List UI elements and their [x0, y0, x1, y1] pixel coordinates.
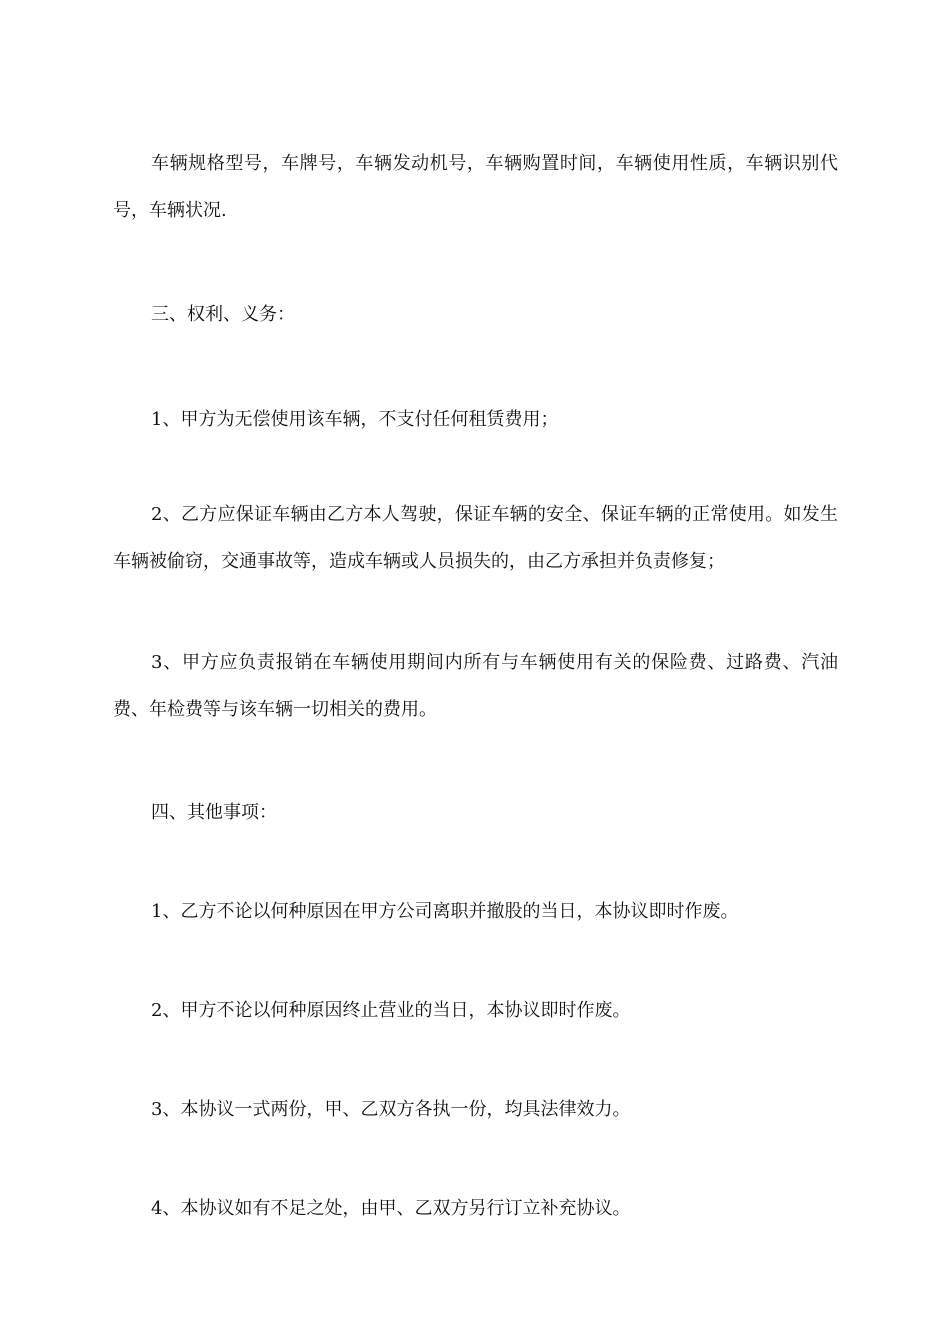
vehicle-info-paragraph: 车辆规格型号，车牌号，车辆发动机号，车辆购置时间，车辆使用性质，车辆识别代号，车辆状况. [113, 153, 838, 221]
section-heading-rights-obligations: 三、权利、义务： [151, 304, 295, 325]
clause-3-3-paragraph: 3、甲方应负责报销在车辆使用期间内所有与车辆使用有关的保险费、过路费、汽油费、年检费等与该车辆一切相关的费用。 [113, 652, 838, 720]
clause-4-3-paragraph: 3、本协议一式两份，甲、乙双方各执一份，均具法律效力。 [151, 1099, 631, 1120]
clause-4-2-paragraph: 2、甲方不论以何种原因终止营业的当日，本协议即时作废。 [151, 1000, 631, 1021]
clause-4-4-paragraph: 4、本协议如有不足之处，由甲、乙双方另行订立补充协议。 [151, 1198, 631, 1219]
clause-3-2-paragraph: 2、乙方应保证车辆由乙方本人驾驶，保证车辆的安全、保证车辆的正常使用。如发生车辆被偷窃，交通事故等，造成车辆或人员损失的，由乙方承担并负责修复； [113, 504, 838, 572]
clause-3-1-paragraph: 1、甲方为无偿使用该车辆，不支付任何租赁费用； [151, 409, 559, 430]
clause-4-1-paragraph: 1、乙方不论以何种原因在甲方公司离职并撤股的当日，本协议即时作废。 [151, 901, 739, 922]
section-heading-other-matters: 四、其他事项： [151, 802, 277, 823]
